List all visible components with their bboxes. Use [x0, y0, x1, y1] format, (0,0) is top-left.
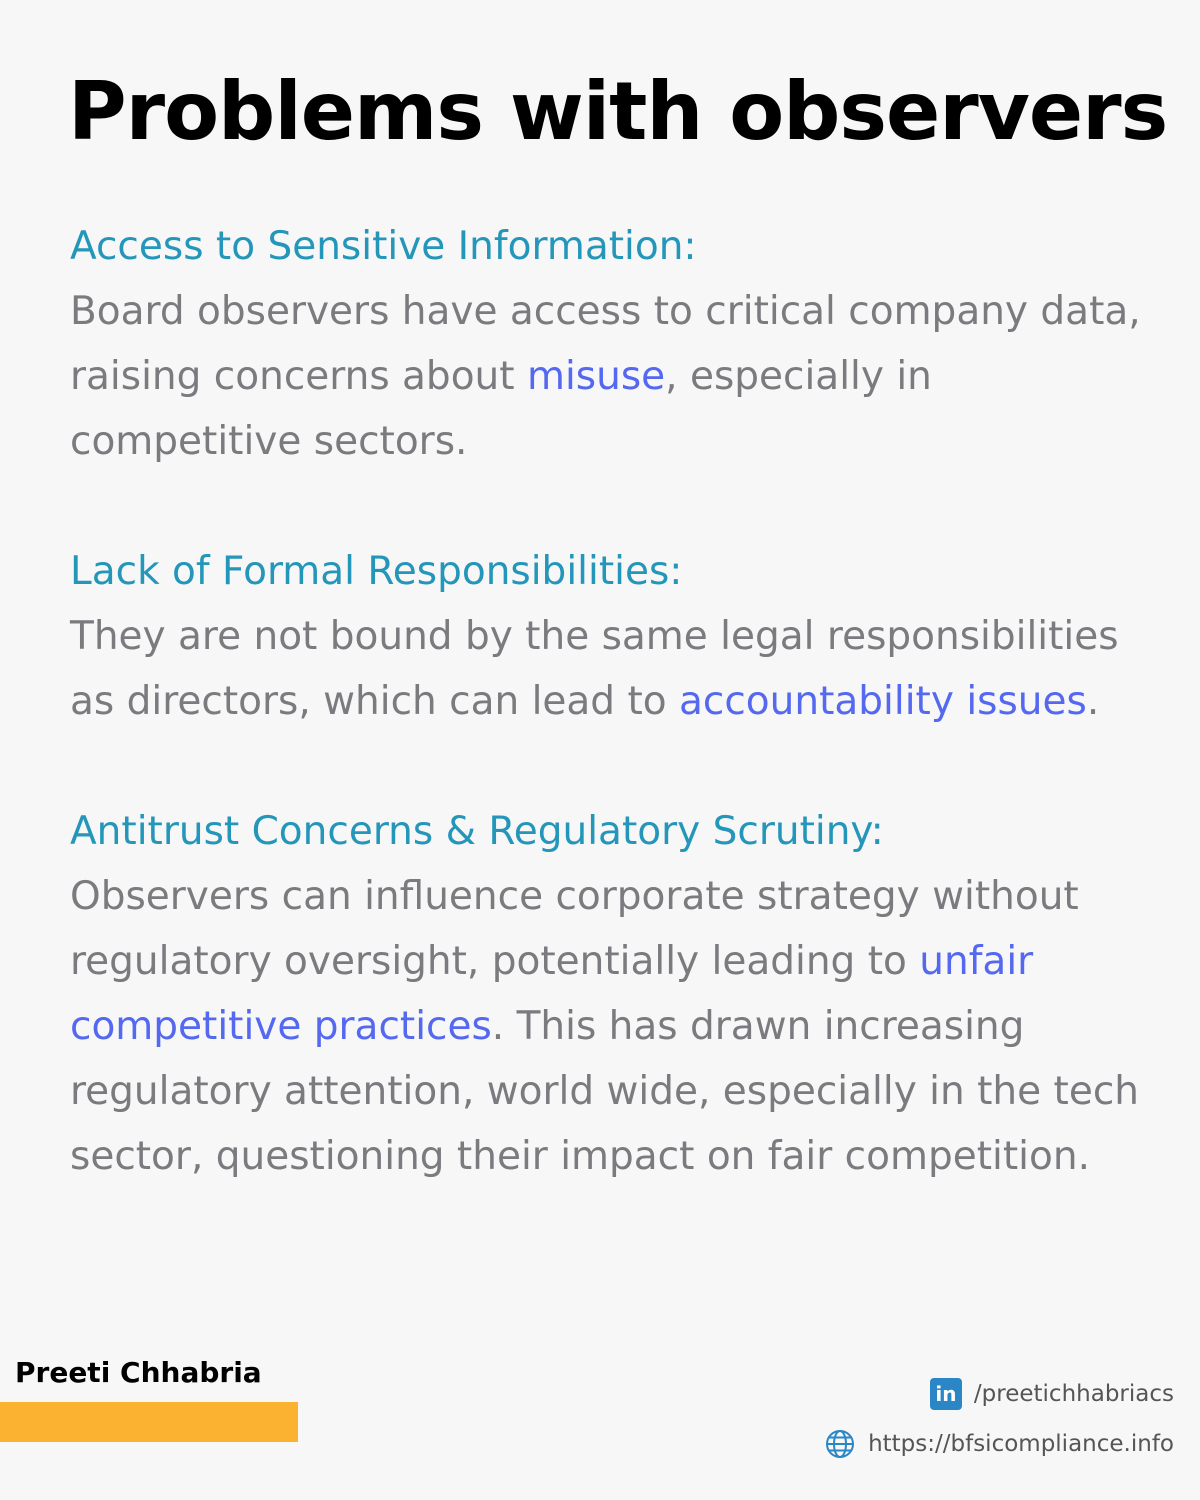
body-text-after: . This has drawn increasing regulatory attention, world wide, especially in the tech sector, questioning their impact on fair competition.: [70, 1004, 1139, 1179]
globe-icon: [824, 1428, 856, 1460]
website-link[interactable]: [824, 1428, 1174, 1460]
body-text-before: Observers can influence corporate strategy without regulatory oversight, potentially leading to: [70, 874, 1079, 984]
section-body: [70, 864, 1170, 1189]
content: [70, 214, 1170, 1254]
linkedin-handle: /preetichhabriacs: [973, 1381, 1174, 1407]
linkedin-icon: in: [930, 1378, 962, 1410]
section-heading: Antitrust Concerns & Regulatory Scrutiny:: [70, 809, 884, 854]
body-text-after: .: [1086, 679, 1100, 724]
body-text-before: They are not bound by the same legal responsibilities as directors, which can lead to: [70, 614, 1119, 724]
highlight-text: misuse: [526, 354, 666, 399]
website-url: https://bfsicompliance.info: [868, 1431, 1174, 1457]
linkedin-link[interactable]: [930, 1378, 1174, 1410]
author-name: Preeti Chhabria: [15, 1356, 262, 1389]
section-heading: Lack of Formal Responsibilities:: [70, 549, 683, 594]
section-heading: Access to Sensitive Information:: [70, 224, 697, 269]
accent-bar: [0, 1402, 298, 1442]
section-body: [70, 604, 1170, 734]
highlight-text: accountability issues: [679, 679, 1087, 724]
body-text-after: , especially in competitive sectors.: [70, 354, 932, 464]
highlight-text: unfair competitive practices: [70, 939, 1034, 1049]
section-body: [70, 279, 1170, 474]
section-formal-responsibilities: [70, 539, 1170, 734]
page-title: Problems with observers: [68, 65, 1168, 158]
section-access-sensitive-info: [70, 214, 1170, 474]
body-text-before: Board observers have access to critical company data, raising concerns about: [70, 289, 1141, 399]
section-antitrust: [70, 799, 1170, 1189]
